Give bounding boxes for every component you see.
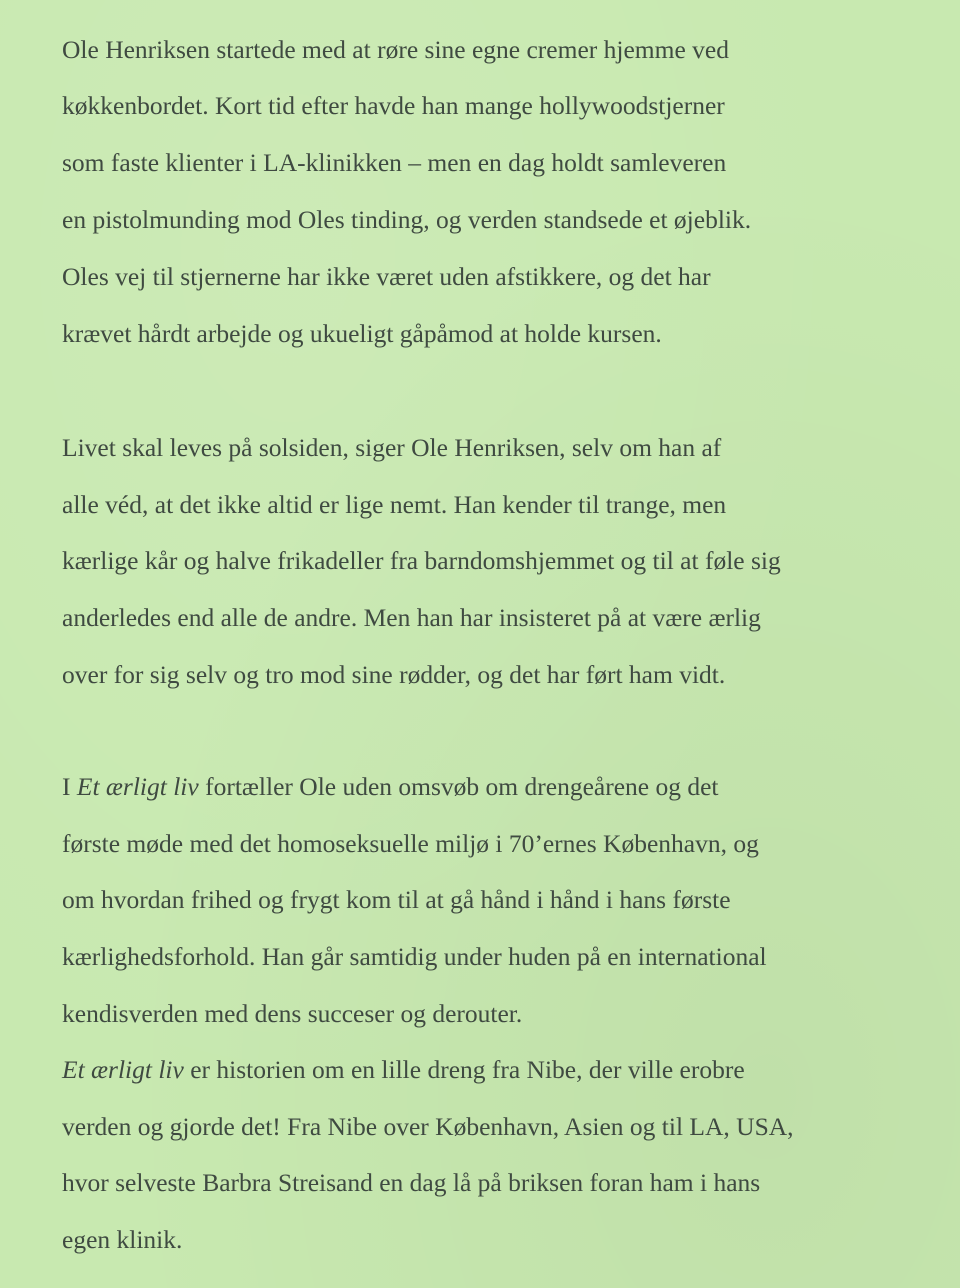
text-line: alle véd, at det ikke altid er lige nemt. Han kender til trange, men	[62, 490, 727, 519]
text-line: om hvordan frihed og frygt kom til at gå hånd i hånd i hans første	[62, 885, 731, 914]
text-line: kærlighedsforhold. Han går samtidig under huden på en international	[62, 942, 767, 971]
text-line: som faste klienter i LA-klinikken – men en dag holdt samleveren	[62, 148, 727, 177]
text-line: hvor selveste Barbra Streisand en dag lå på briksen foran ham i hans	[62, 1168, 761, 1197]
text-segment: fortæller Ole uden omsvøb om drengeårene og det	[198, 772, 719, 801]
text-segment: er historien om en lille dreng fra Nibe, der ville erobre	[183, 1055, 745, 1084]
text-line: Ole Henriksen startede med at røre sine egne cremer hjemme ved	[62, 35, 729, 64]
text-line: kendisverden med dens succeser og derouter.	[62, 999, 523, 1028]
text-line: verden og gjorde det! Fra Nibe over København, Asien og til LA, USA,	[62, 1112, 794, 1141]
text-line: egen klinik.	[62, 1225, 183, 1254]
text-line: køkkenbordet. Kort tid efter havde han mange hollywoodstjerner	[62, 91, 725, 120]
text-segment: I	[62, 772, 77, 801]
text-line: en pistolmunding mod Oles tinding, og verden standsede et øjeblik.	[62, 205, 752, 234]
text-line: krævet hårdt arbejde og ukueligt gåpåmod at holde kursen.	[62, 319, 662, 348]
text-line: Livet skal leves på solsiden, siger Ole Henriksen, selv om han af	[62, 433, 722, 462]
text-line	[62, 771, 718, 803]
book-title: Et ærligt liv	[62, 1055, 184, 1084]
book-title: Et ærligt liv	[76, 772, 199, 801]
text-line: kærlige kår og halve frikadeller fra barndomshjemmet og til at føle sig	[62, 546, 781, 575]
text-line: Oles vej til stjernerne har ikke været uden afstikkere, og det har	[62, 262, 711, 291]
text-line	[62, 1054, 745, 1086]
text-line: anderledes end alle de andre. Men han har insisteret på at være ærlig	[62, 603, 761, 632]
text-line: over for sig selv og tro mod sine rødder, og det har ført ham vidt.	[62, 660, 726, 689]
text-line: første møde med det homoseksuelle miljø i 70’ernes København, og	[62, 829, 759, 858]
